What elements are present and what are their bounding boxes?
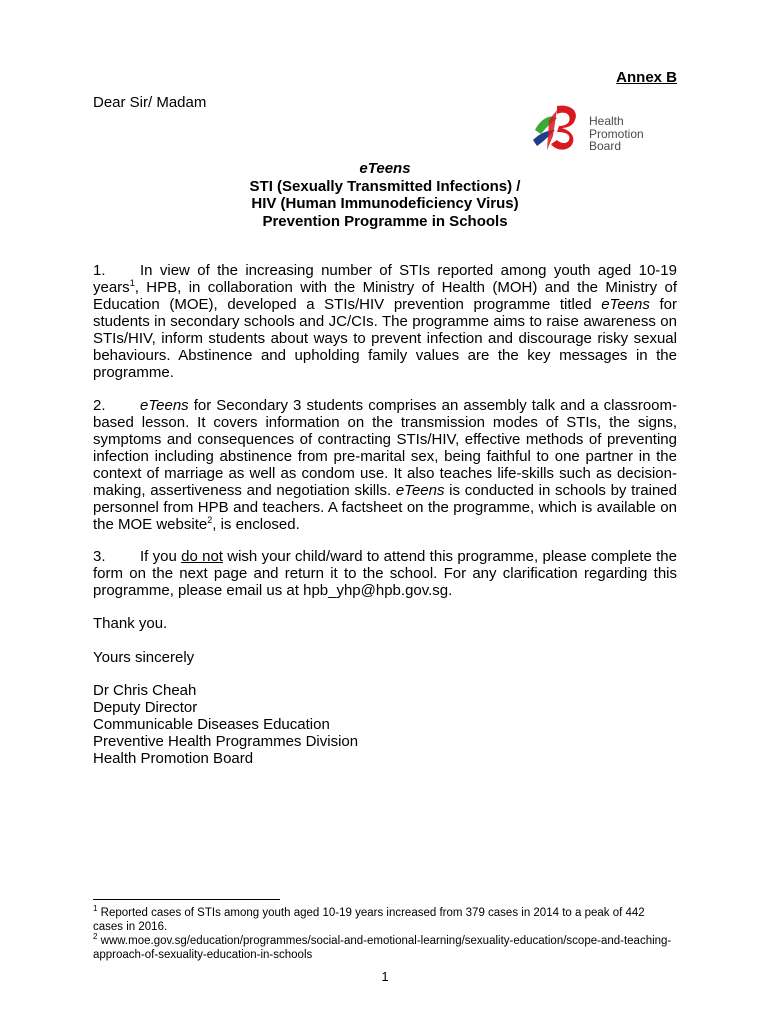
paragraph-1: [93, 262, 677, 381]
paragraph-3-text-a: If you: [140, 548, 182, 565]
document-title: [93, 160, 677, 230]
paragraph-2-emphasis-2: eTeens: [395, 482, 445, 499]
closing-thanks: Thank you.: [93, 615, 168, 632]
footnote-2-number: 2: [93, 932, 98, 942]
paragraph-1-text-a: In view of the increasing number of STIs reported among youth aged 10-19 years: [93, 262, 677, 296]
paragraph-3-text-b: wish your child/ward to attend this programme, please complete the form on the next page and return it to the school. For any clarification regarding this programme, please email us at hpb_yhp@hpb.gov.sg.: [93, 548, 677, 599]
paragraph-1-emphasis: eTeens: [601, 296, 650, 313]
paragraph-1-number: 1.: [93, 262, 106, 279]
paragraph-2: [93, 397, 677, 533]
footnotes: [93, 906, 677, 962]
logo-line-1: Health: [589, 114, 624, 128]
paragraph-2-number: 2.: [93, 397, 106, 414]
paragraph-3-underline: do not: [181, 548, 223, 565]
paragraph-2-emphasis-1: eTeens: [140, 397, 189, 414]
footnote-1: [93, 906, 677, 934]
signature-division: Preventive Health Programmes Division: [93, 733, 359, 750]
paragraph-2-text-a: for Secondary 3 students comprises an assembly talk and a classroom-based lesson. It covers information on the transmission modes of STIs, the signs, symptoms and consequences of contracting STIs/HIV, effective methods of preventing infection including abstinence from pre-marital sex, being faithful to one partner in the context of marriage as well as condom use. It also teaches life-skills such as decision-making, assertiveness and negotiation skills.: [93, 397, 677, 499]
paragraph-3-number: 3.: [93, 548, 106, 565]
page-number: 1: [381, 969, 389, 984]
closing-yours: Yours sincerely: [93, 649, 195, 666]
footnote-1-number: 1: [93, 904, 98, 914]
logo-line-3: Board: [589, 139, 622, 153]
footnote-ref-2: 2: [207, 515, 213, 525]
paragraph-2-text-b: is conducted in schools by trained personnel from HPB and teachers. A factsheet on the programme, which is available on the MOE website: [93, 482, 677, 533]
signature-dept: Communicable Diseases Education: [93, 716, 330, 733]
footnote-1-text: Reported cases of STIs among youth aged 10-19 years increased from 379 cases in 2014 to a peak of 442 cases in 2016.: [93, 907, 645, 933]
hpb-logo: [527, 100, 677, 160]
footnote-2: [93, 934, 677, 962]
signature-title: Deputy Director: [93, 699, 198, 716]
paragraph-1-text-c: for students in secondary schools and JC/CIs. The programme aims to raise awareness on STIs/HIV, inform students about ways to prevent infection and discourage risky sexual behaviours. Abstinence and upholding family values are the key messages in the programme.: [93, 296, 677, 381]
title-line-3: HIV (Human Immunodeficiency Virus): [251, 195, 519, 212]
footnote-ref-1: 1: [129, 278, 135, 288]
salutation: Dear Sir/ Madam: [93, 94, 207, 111]
title-line-4: Prevention Programme in Schools: [262, 212, 508, 230]
paragraph-2-text-c: , is enclosed.: [212, 516, 300, 533]
footnote-divider: [93, 899, 280, 900]
annex-label: Annex B: [616, 69, 677, 86]
logo-line-2: Promotion: [589, 126, 644, 141]
title-line-2: STI (Sexually Transmitted Infections) /: [249, 177, 521, 195]
title-line-1: eTeens: [359, 160, 411, 177]
footnote-2-text: www.moe.gov.sg/education/programmes/social-and-emotional-learning/sexuality-education/scope-and-teaching-approach-of-sexuality-education-in-schools: [93, 935, 672, 961]
paragraph-1-text-b: , HPB, in collaboration with the Ministry of Health (MOH) and the Ministry of Education (MOE), developed a STIs/HIV prevention programme titled: [93, 279, 677, 313]
logo-wordmark: [589, 115, 644, 153]
hpb-logo-mark-icon: [527, 100, 587, 160]
signature-block: [93, 682, 358, 767]
paragraph-3: [93, 548, 677, 599]
signature-org: Health Promotion Board: [93, 750, 254, 767]
signature-name: Dr Chris Cheah: [93, 682, 197, 699]
